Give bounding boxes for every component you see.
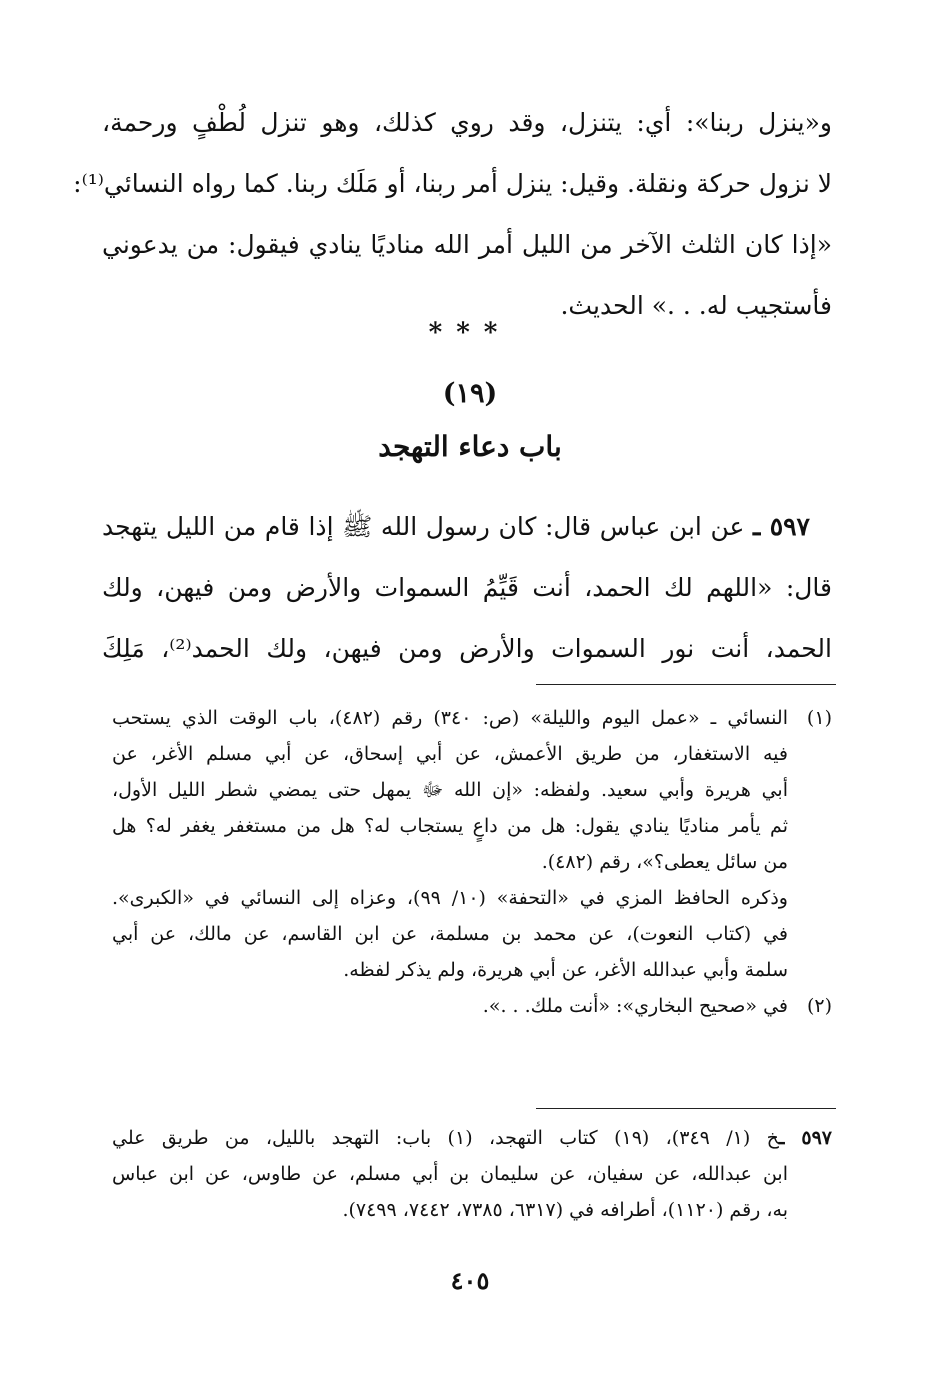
hadith-line-2: قال: «اللهم لك الحمد، أنت قَيِّمُ السموات والأرض ومن فيهن، ولك	[102, 573, 832, 602]
footnote-1-line-5: من سائل يعطى؟»، رقم (٤٨٢).	[541, 851, 788, 873]
intro-paragraph	[73, 92, 832, 336]
hadith-line-1	[102, 496, 832, 557]
footnote-1-line-4: ثم يأمر مناديًا ينادي يقول: هل من داعٍ يستجاب له؟ هل من مستغفر يغفر له؟ هل	[112, 815, 788, 837]
hadith-paragraph	[102, 496, 832, 679]
takhrij-line-2: ابن عبدالله، عن سفيان، عن سليمان بن أبي مسلم، عن طاوس، عن ابن عباس	[112, 1163, 788, 1185]
section-separator: ***	[428, 318, 512, 348]
hadith-number: ٥٩٧ ـ	[753, 512, 810, 541]
intro-line-1: و«ينزل ربنا»: أي: يتنزل، وقد روي كذلك، وهو تنزل لُطْفٍ ورحمة،	[102, 108, 832, 137]
footnote-2	[112, 988, 832, 1024]
intro-line-3: «إذا كان الثلث الآخر من الليل أمر الله مناديًا ينادي فيقول: من يدعوني	[102, 230, 832, 259]
footnote-2-marker: (٢)	[806, 995, 832, 1017]
footnotes	[112, 700, 832, 1024]
takhrij-number: ٥٩٧ ـ	[778, 1127, 833, 1149]
page-number: ٤٠٥	[450, 1266, 490, 1295]
takhrij-line-3: به، رقم (١١٢٠)، أطرافه في (٦٣١٧، ٧٣٨٥، ٧٤٤٢، ٧٤٩٩).	[342, 1199, 788, 1221]
section-title: باب دعاء التهجد	[378, 430, 562, 463]
footnote-1-line-1	[112, 700, 832, 736]
intro-line-4: فأستجيب له. . .» الحديث.	[560, 291, 832, 320]
footnote-divider	[536, 684, 836, 685]
hadith-line-3: الحمد، أنت نور السموات والأرض ومن فيهن، ولك الحمد⁽²⁾، مَلِكَ	[102, 634, 832, 663]
takhrij-line-1	[112, 1120, 832, 1156]
footnote-1-line-1-text: النسائي ـ «عمل اليوم والليلة» (ص: ٣٤٠) رقم (٤٨٢)، باب الوقت الذي يستحب	[112, 707, 788, 729]
footnote-1-line-3: أبي هريرة وأبي سعيد. ولفظه: «إن الله ﷻ يمهل حتى يمضي شطر الليل الأول،	[112, 779, 788, 801]
takhrij-divider	[536, 1108, 836, 1109]
section-number: (١٩)	[442, 378, 498, 409]
intro-line-2: لا نزول حركة ونقلة. وقيل: ينزل أمر ربنا، أو مَلَك ربنا. كما رواه النسائي⁽¹⁾:	[73, 169, 832, 198]
hadith-line-1-text: عن ابن عباس قال: كان رسول الله ﷺ إذا قام من الليل يتهجد	[102, 512, 745, 541]
footnote-1-line-7: في (كتاب النعوت)، عن محمد بن مسلمة، عن ابن القاسم، عن مالك، عن أبي	[112, 923, 788, 945]
footnote-2-text: في «صحيح البخاري»: «أنت ملك. . .».	[482, 995, 788, 1017]
takhrij-line-1-text: خ (١/ ٣٤٩)، (١٩) كتاب التهجد، (١) باب: التهجد بالليل، من طريق علي	[112, 1127, 779, 1149]
footnote-1-line-8: سلمة وأبي عبدالله الأغر، عن أبي هريرة، ولم يذكر لفظه.	[343, 959, 788, 981]
footnote-1-marker: (١)	[806, 707, 832, 729]
footnote-1-line-2: فيه الاستغفار، من طريق الأعمش، عن أبي إسحاق، عن أبي مسلم الأغر، عن	[112, 743, 788, 765]
takhrij-note	[112, 1120, 832, 1228]
footnote-1-line-6: وذكره الحافظ المزي في «التحفة» (١٠/ ٩٩)، وعزاه إلى النسائي في «الكبرى».	[112, 887, 788, 909]
